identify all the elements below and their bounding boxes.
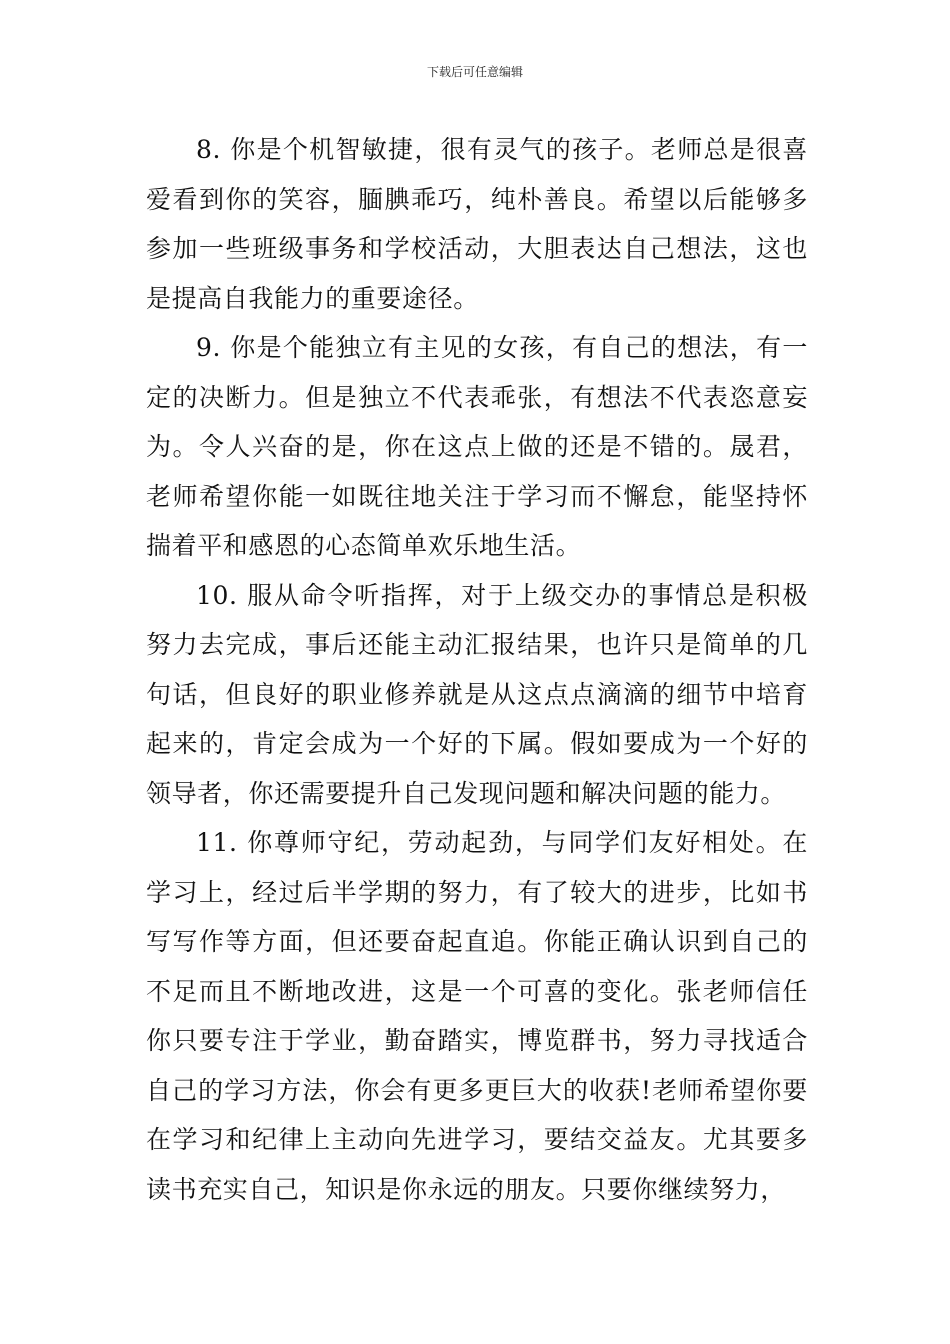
paragraph-9: 9. 你是个能独立有主见的女孩，有自己的想法，有一定的决断力。但是独立不代表乖张，有想法不代表恣意妄为。令人兴奋的是，你在这点上做的还是不错的。晟君，老师希望你能一如既往地关注于学习而不懈怠，能坚持怀揣着平和感恩的心态简单欢乐地生活。 (146, 333, 808, 560)
page-header: 下载后可任意编辑 (426, 65, 523, 79)
document-body (146, 125, 808, 1214)
paragraph-10: 10. 服从命令听指挥，对于上级交办的事情总是积极努力去完成，事后还能主动汇报结果，也许只是简单的几句话，但良好的职业修养就是从这点点滴滴的细节中培育起来的，肯定会成为一个好的下属。假如要成为一个好的领导者，你还需要提升自己发现问题和解决问题的能力。 (146, 580, 808, 808)
paragraph-11: 11. 你尊师守纪，劳动起劲，与同学们友好相处。在学习上，经过后半学期的努力，有了较大的进步，比如书写写作等方面，但还要奋起直追。你能正确认识到自己的不足而且不断地改进，这是一个可喜的变化。张老师信任你只要专注于学业，勤奋踏实，博览群书，努力寻找适合自己的学习方法，你会有更多更巨大的收获!老师希望你要在学习和纪律上主动向先进学习，要结交益友。尤其要多读书充实自己，知识是你永远的朋友。只要你继续努力， (146, 828, 808, 1204)
paragraph-8: 8. 你是个机智敏捷，很有灵气的孩子。老师总是很喜爱看到你的笑容，腼腆乖巧，纯朴善良。希望以后能够多参加一些班级事务和学校活动，大胆表达自己想法，这也是提高自我能力的重要途径。 (146, 135, 808, 313)
